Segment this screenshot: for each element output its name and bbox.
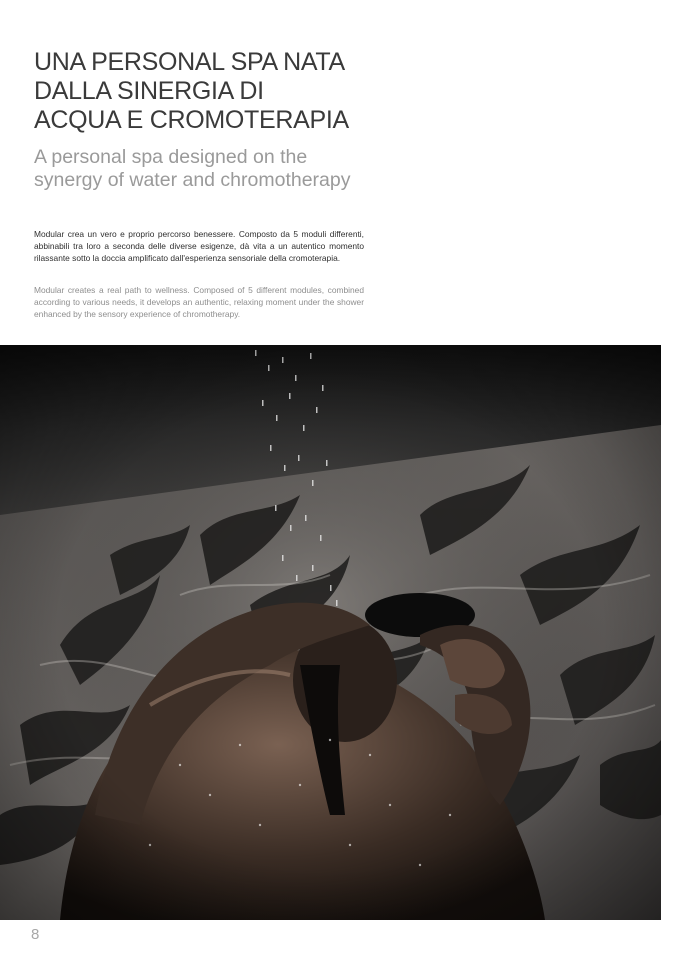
subtitle-line: A personal spa designed on the — [34, 146, 308, 168]
body-text-italian: Modular crea un vero e proprio percorso benessere. Composto da 5 moduli differenti, abbinabili tra loro a seconda delle diverse esigenze, dà vita a un autentico momento rilassante sotto la doccia amplificato dall'esperienza sensoriale della cromoterapia. — [34, 229, 364, 264]
title-line: ACQUA E CROMOTERAPIA — [34, 106, 349, 134]
page-title — [34, 48, 634, 135]
shower-photo — [0, 345, 661, 920]
page-subtitle — [34, 146, 634, 192]
title-line: DALLA SINERGIA DI — [34, 77, 264, 105]
body-text-english: Modular creates a real path to wellness. Composed of 5 different modules, combined according to various needs, it develops an authentic, relaxing moment under the shower enhanced by the sensory experience of chromotherapy. — [34, 285, 364, 320]
shower-photo-illustration — [0, 345, 661, 920]
page-number: 8 — [31, 926, 40, 943]
subtitle-line: synergy of water and chromotherapy — [34, 169, 351, 191]
title-line: UNA PERSONAL SPA NATA — [34, 48, 345, 76]
